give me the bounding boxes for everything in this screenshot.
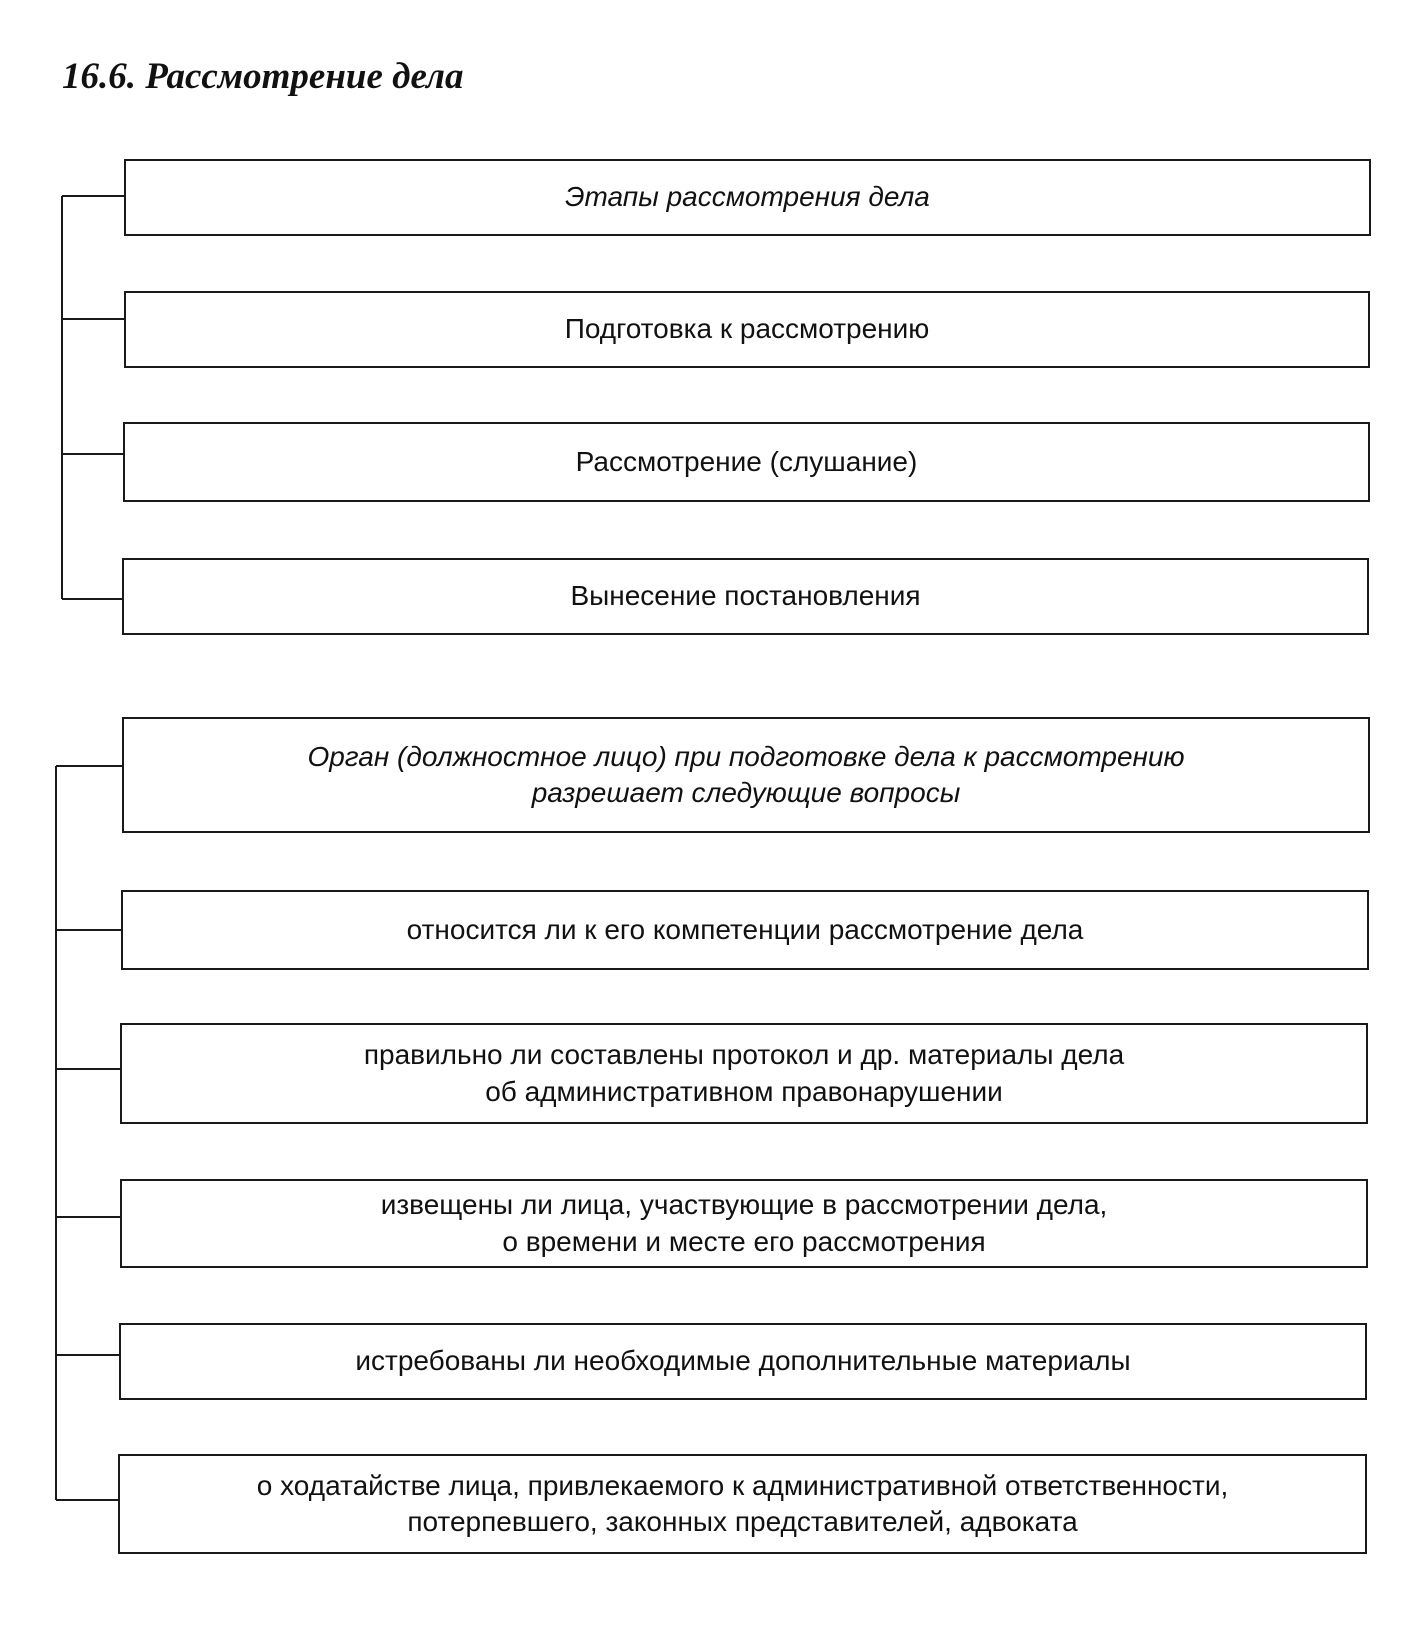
section-title: 16.6. Рассмотрение дела: [62, 56, 464, 97]
stage-box-hearing: [123, 422, 1370, 502]
questions-header-line: разрешает следующие вопросы: [531, 777, 961, 808]
question-line: истребованы ли необходимые дополнительные материалы: [355, 1345, 1131, 1377]
stages-header-box: [124, 159, 1371, 236]
question-box-protocol: [120, 1023, 1368, 1124]
question-box-petition: [118, 1454, 1367, 1554]
question-box-competence: [121, 890, 1369, 970]
stage-box-preparation: [124, 291, 1370, 368]
question-line: извещены ли лица, участвующие в рассмотрении дела,: [380, 1189, 1108, 1221]
questions-header-line: Орган (должностное лицо) при подготовке дела к рассмотрению: [307, 740, 1185, 772]
question-line: потерпевшего, законных представителей, адвоката: [407, 1506, 1078, 1537]
stage-text: Рассмотрение (слушание): [575, 445, 918, 477]
question-box-materials: [119, 1323, 1367, 1400]
stages-header-text: Этапы рассмотрения дела: [565, 181, 930, 213]
question-line: относится ли к его компетенции рассмотрение дела: [406, 913, 1084, 945]
question-box-notification: [120, 1179, 1368, 1268]
question-line: об административном правонарушении: [485, 1075, 1003, 1107]
stage-text: Подготовка к рассмотрению: [564, 313, 930, 345]
question-line: о ходатайстве лица, привлекаемого к административной ответственности,: [256, 1469, 1229, 1501]
question-line: правильно ли составлены протокол и др. материалы дела: [363, 1039, 1125, 1071]
stage-box-decision: [122, 558, 1369, 635]
question-line: о времени и месте его рассмотрения: [502, 1225, 986, 1257]
questions-header-box: [122, 717, 1370, 833]
stage-text: Вынесение постановления: [570, 580, 921, 612]
